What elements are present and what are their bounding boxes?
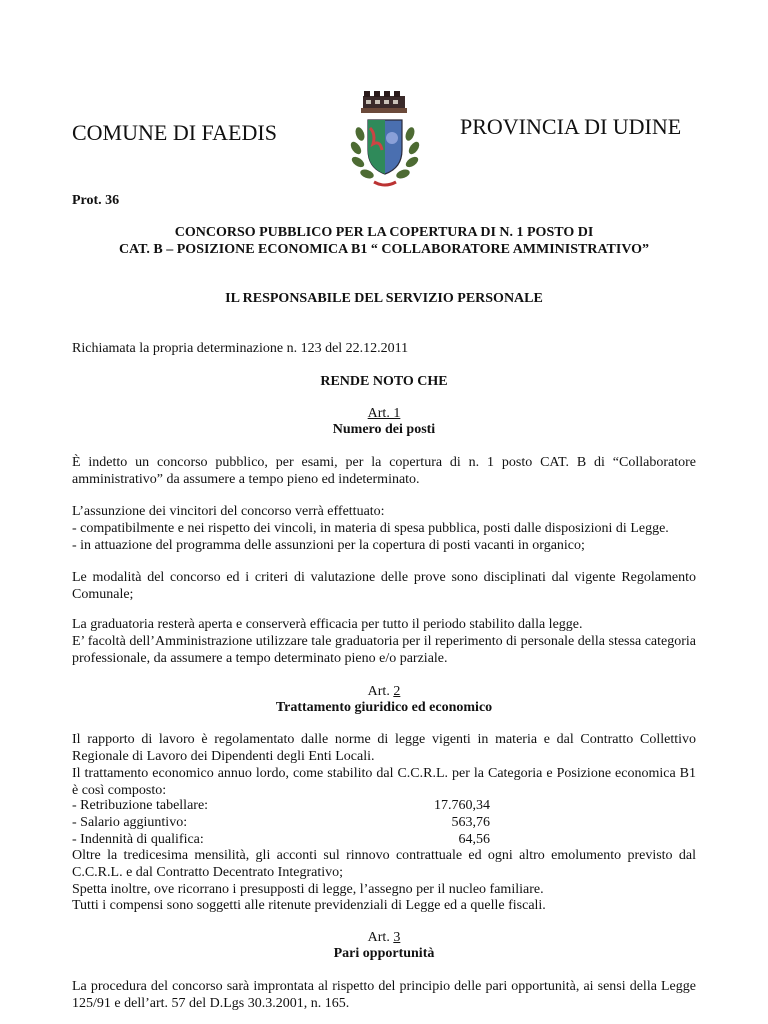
art1-heading: Numero dei posti <box>332 422 436 437</box>
salary-item <box>72 831 492 848</box>
art3-label <box>0 929 768 946</box>
salary-item-value: 17.760,34 <box>434 798 490 813</box>
art1-p4-rest: E’ facoltà dell’Amministrazione utilizzare tale graduatoria per il reperimento di personale della stessa categoria professionale, da assumere a tempo determinato pieno e/o parziale. <box>72 634 696 666</box>
art3-heading: Pari opportunità <box>333 946 435 961</box>
art3-paragraph-1: La procedura del concorso sarà improntata al rispetto del principio delle pari opportunità, ai sensi della Legge 125/91 e dell’art. 57 del D.Lgs 30.3.2001, n. 165. <box>72 979 696 1011</box>
art2-label <box>0 683 768 700</box>
art1-paragraph-4 <box>72 616 696 667</box>
provincia-title: PROVINCIA DI UDINE <box>460 114 682 139</box>
art2-paragraph-1: Il rapporto di lavoro è regolamentato dalle norme di legge vigenti in materia e dal Contratto Collettivo Regionale di Lavoro dei Dipendenti degli Enti Locali. <box>72 732 696 764</box>
comune-title: COMUNE DI FAEDIS <box>72 120 277 145</box>
art1-p2-line-2: - compatibilmente e nei rispetto dei vincoli, in materia di spesa pubblica, posti dalle disposizioni di Legge. <box>72 521 669 536</box>
art1-p2-line-1: L’assunzione dei vincitori del concorso verrà effettuato: <box>72 504 385 519</box>
art3-label-prefix: Art. <box>367 930 394 945</box>
richiamata-text: Richiamata la propria determinazione n. 123 del 22.12.2011 <box>72 341 409 356</box>
art2-heading: Trattamento giuridico ed economico <box>275 700 493 715</box>
coat-of-arms-emblem <box>340 88 430 194</box>
salary-item-label: - Retribuzione tabellare: <box>72 798 209 813</box>
art1-paragraph-2 <box>72 503 696 554</box>
salary-item <box>72 814 492 831</box>
art1-label-text: Art. 1 <box>367 406 401 421</box>
salary-item-value: 563,76 <box>451 815 490 830</box>
concorso-title-line-1: CONCORSO PUBBLICO PER LA COPERTURA DI N. 1 POSTO DI <box>174 225 594 240</box>
art1-p2-line-3: - in attuazione del programma delle assunzioni per la copertura di posti vacanti in organico; <box>72 538 585 553</box>
salary-list <box>72 797 492 848</box>
art1-paragraph-3: Le modalità del concorso ed i criteri di valutazione delle prove sono disciplinati dal vigente Regolamento Comunale; <box>72 570 696 602</box>
responsabile-heading: IL RESPONSABILE DEL SERVIZIO PERSONALE <box>225 291 543 306</box>
art2-paragraph-4: Spetta inoltre, ove ricorrano i presupposti di legge, l’assegno per il nucleo familiare. <box>72 882 544 897</box>
art2-paragraph-3: Oltre la tredicesima mensilità, gli acconti sul rinnovo contrattuale ed ogni altro emolumento previsto dal C.C.R.L. e dal Contratto Decentrato Integrativo; <box>72 848 696 880</box>
art2-paragraph-2: Il trattamento economico annuo lordo, come stabilito dal C.C.R.L. per la Categoria e Posizione economica B1 è così composto: <box>72 766 696 798</box>
salary-item-label: - Salario aggiuntivo: <box>72 815 188 830</box>
salary-item-label: - Indennità di qualifica: <box>72 832 204 847</box>
salary-item-value: 64,56 <box>458 832 490 847</box>
art2-label-prefix: Art. <box>367 684 394 699</box>
art1-label <box>0 405 768 422</box>
rende-noto-heading: RENDE NOTO CHE <box>320 374 448 389</box>
art1-p4-line-1: La graduatoria resterà aperta e conserverà efficacia per tutto il periodo stabilito dalla legge. <box>72 617 583 632</box>
art2-label-number: 2 <box>393 684 401 699</box>
protocol-number: Prot. 36 <box>72 193 120 208</box>
art2-paragraph-5: Tutti i compensi sono soggetti alle ritenute previdenziali di Legge ed a quelle fiscali. <box>72 898 546 913</box>
salary-item <box>72 797 492 814</box>
art3-label-number: 3 <box>393 930 401 945</box>
art1-paragraph-1: È indetto un concorso pubblico, per esami, per la copertura di n. 1 posto CAT. B di “Collaboratore amministrativo” da assumere a tempo pieno ed indeterminato. <box>72 455 696 487</box>
concorso-title-line-2: CAT. B – POSIZIONE ECONOMICA B1 “ COLLABORATORE AMMINISTRATIVO” <box>118 242 650 257</box>
